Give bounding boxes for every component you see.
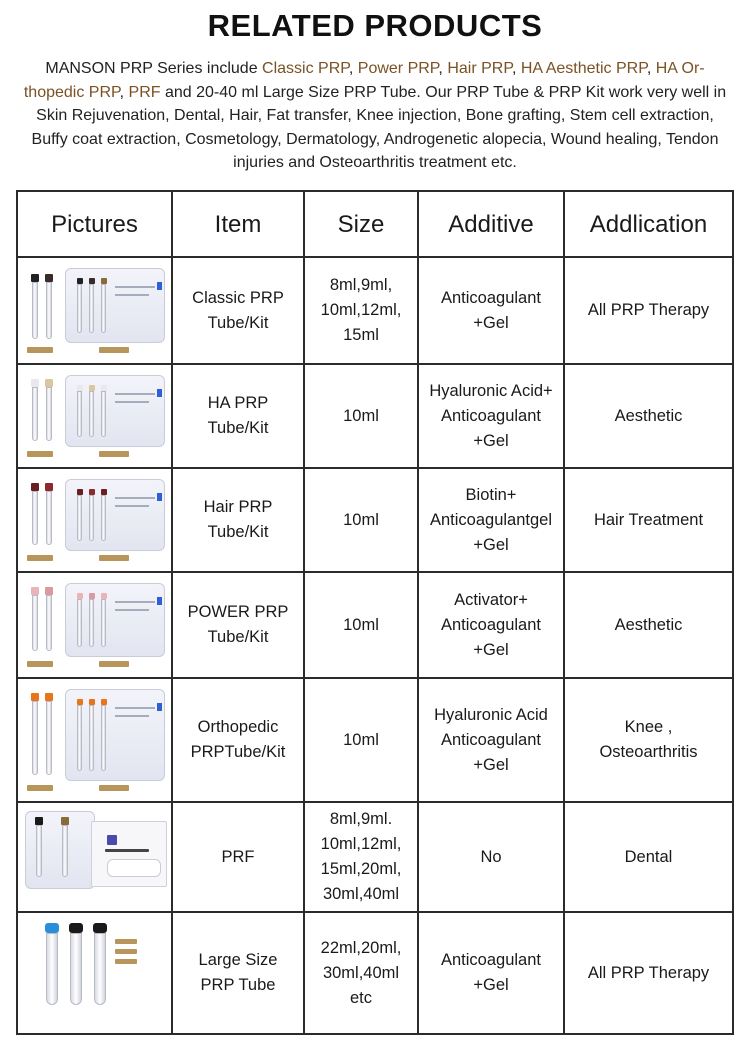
product-name-cell: [172, 912, 304, 1034]
sku-label-icon: [27, 661, 53, 667]
additive-cell: [418, 364, 564, 468]
size-cell-line: 10ml: [343, 615, 379, 634]
size-cell-line: 8ml,9ml,: [329, 276, 393, 294]
application-cell: [564, 678, 733, 802]
orthopedic-prp-kit-image: [21, 683, 168, 797]
product-name-cell-line: HA PRP: [207, 394, 269, 412]
size-cell-line: 10ml: [343, 406, 379, 425]
needle-cap-icon: [157, 282, 162, 290]
tube-icon: [46, 282, 52, 339]
tube-cap-icon: [69, 923, 83, 933]
additive-cell-line: Anticoagulant: [441, 615, 541, 634]
sku-label-icon: [115, 959, 137, 964]
tray-tube-icon: [101, 391, 106, 437]
intro-text: MANSON PRP Series include: [45, 60, 263, 77]
tube-cap-icon: [45, 923, 59, 933]
tray-tube-icon: [89, 599, 94, 647]
syringe-icon: [115, 609, 149, 611]
tray-tube-icon: [77, 391, 82, 437]
product-name-cell-line: PRP Tube: [200, 976, 276, 994]
additive-cell: [418, 257, 564, 364]
size-cell: [304, 257, 418, 364]
product-name-cell-line: Classic PRP: [192, 288, 284, 307]
additive-cell-line: Anticoagulant: [441, 288, 541, 307]
tube-icon: [62, 825, 68, 877]
additive-cell: [418, 468, 564, 572]
size-cell-line: etc: [349, 988, 372, 1007]
intro-separator: ,: [511, 60, 521, 77]
tube-icon: [36, 825, 42, 877]
needle-cap-icon: [157, 493, 162, 501]
sku-label-icon: [115, 939, 137, 944]
table-row: [17, 802, 733, 912]
intro-separator: ,: [438, 60, 448, 77]
additive-cell-line: +Gel: [473, 313, 509, 332]
product-name-cell: [172, 257, 304, 364]
tube-cap-icon: [45, 693, 53, 701]
tube-cap-icon: [93, 923, 107, 933]
size-cell-line: 8ml,9ml.: [329, 810, 393, 828]
table-row: [17, 678, 733, 802]
picture-cell: [17, 802, 172, 912]
tube-cap-icon: [31, 274, 39, 282]
table-row: [17, 912, 733, 1034]
product-name-cell-line: PRPTube/Kit: [190, 743, 286, 761]
sku-label-icon: [27, 347, 53, 353]
picture-cell: [17, 468, 172, 572]
tube-cap-icon: [45, 274, 53, 282]
large-tube-icon: [94, 933, 106, 1005]
tube-icon: [46, 491, 52, 545]
tube-cap-icon: [31, 483, 39, 491]
product-name-cell-line: Orthopedic: [197, 718, 279, 736]
size-cell-line: 10ml,12ml,: [320, 835, 402, 853]
product-name-cell-line: PRF: [221, 847, 255, 866]
box-window-icon: [107, 859, 161, 877]
additive-cell: [418, 678, 564, 802]
sku-label-icon: [99, 661, 129, 667]
table-row: [17, 468, 733, 572]
size-cell: [304, 364, 418, 468]
tube-cap-icon: [61, 817, 69, 825]
product-name-cell-line: POWER PRP: [187, 603, 289, 621]
application-cell-line: Osteoarthritis: [599, 743, 698, 761]
syringe-icon: [115, 497, 155, 499]
tray-tube-icon: [89, 391, 94, 437]
syringe-icon: [115, 505, 149, 507]
syringe-icon: [115, 601, 155, 603]
tube-cap-icon: [35, 817, 43, 825]
syringe-icon: [115, 401, 149, 403]
tube-cap-icon: [45, 483, 53, 491]
additive-cell-line: +Gel: [473, 640, 509, 659]
sku-label-icon: [99, 451, 129, 457]
additive-cell-line: +Gel: [473, 431, 509, 450]
size-cell: [304, 912, 418, 1034]
additive-cell-line: +Gel: [473, 755, 509, 774]
page-title: RELATED PRODUCTS: [207, 8, 543, 43]
product-name-cell-line: Tube/Kit: [207, 628, 269, 646]
tube-icon: [46, 595, 52, 651]
product-name-cell-line: Large Size: [198, 951, 278, 969]
application-cell: [564, 912, 733, 1034]
intro-separator: ,: [348, 60, 358, 77]
application-cell-line: All PRP Therapy: [587, 963, 710, 982]
table-row: [17, 364, 733, 468]
header-size: Size: [304, 191, 418, 257]
application-cell-line: All PRP Therapy: [587, 301, 710, 319]
additive-cell-line: Anticoagulant: [441, 406, 541, 425]
large-size-prp-tube-image: [21, 917, 168, 1029]
sku-label-icon: [99, 785, 129, 791]
tray-tube-icon: [101, 705, 106, 771]
product-name-cell-line: Tube/Kit: [207, 419, 269, 437]
size-cell-line: 22ml,20ml,: [320, 938, 402, 957]
syringe-icon: [115, 393, 155, 395]
sku-label-icon: [27, 555, 53, 561]
tube-cap-icon: [31, 693, 39, 701]
box-logo-icon: [107, 835, 117, 845]
size-cell-line: 10ml: [343, 510, 379, 529]
product-name-cell: [172, 802, 304, 912]
product-name-cell-line: Tube/Kit: [207, 523, 269, 541]
large-tube-icon: [46, 933, 58, 1005]
picture-cell: [17, 678, 172, 802]
tube-icon: [32, 282, 38, 339]
intro-highlight-ha-orthopedic-prp: HA Or-thopedic PRP: [23, 60, 705, 101]
additive-cell: [418, 912, 564, 1034]
tube-icon: [32, 491, 38, 545]
picture-cell: [17, 572, 172, 678]
additive-cell-line: Activator+: [454, 590, 528, 609]
classic-prp-kit-image: [21, 262, 168, 359]
picture-cell: [17, 364, 172, 468]
size-cell: [304, 802, 418, 912]
size-cell: [304, 678, 418, 802]
size-cell-line: 15ml,20ml,: [320, 860, 402, 878]
picture-cell: [17, 257, 172, 364]
product-box-icon: [91, 821, 167, 887]
intro-paragraph: [20, 57, 730, 175]
products-table: [16, 190, 734, 1035]
additive-cell-line: Anticoagulantgel: [429, 510, 552, 529]
additive-cell-line: Hyaluronic Acid+: [429, 381, 553, 400]
application-cell-line: Aesthetic: [614, 406, 683, 425]
header-application: Addlication: [564, 191, 733, 257]
table-row: [17, 257, 733, 364]
syringe-icon: [115, 286, 155, 288]
size-cell: [304, 468, 418, 572]
header-additive: Additive: [418, 191, 564, 257]
size-cell-line: 30ml,40ml: [322, 885, 400, 903]
additive-cell-line: Anticoagulant: [441, 951, 541, 969]
tray-tube-icon: [77, 284, 82, 333]
needle-cap-icon: [157, 703, 162, 711]
intro-highlight-power-prp: Power PRP: [357, 60, 439, 77]
size-cell-line: 10ml,12ml,: [320, 301, 402, 319]
tray-tube-icon: [77, 495, 82, 541]
product-name-cell: [172, 678, 304, 802]
tube-cap-icon: [31, 379, 39, 387]
tube-cap-icon: [31, 587, 39, 595]
intro-text-tail: and 20-40 ml Large Size PRP Tube. Our PRP Tube & PRP Kit work very well in Skin Rejuvenation, Dental, Hair, Fat transfer, Knee injection, Bone grafting, Stem cell extraction, Buffy coat extraction, Cosmetology, Dermatology, Androgenetic alopecia, Wound healing, Tendon injuries and Osteoarthritis treatment etc.: [31, 83, 727, 171]
additive-cell: [418, 802, 564, 912]
application-cell-line: Aesthetic: [614, 615, 683, 634]
syringe-icon: [115, 294, 149, 296]
tube-icon: [46, 701, 52, 775]
intro-highlight-hair-prp: Hair PRP: [447, 60, 512, 77]
product-name-cell: [172, 572, 304, 678]
tray-tube-icon: [101, 495, 106, 541]
intro-highlight-prf: PRF: [128, 83, 161, 101]
additive-cell-line: Anticoagulant: [441, 730, 541, 749]
tray-tube-icon: [77, 599, 82, 647]
size-cell: [304, 572, 418, 678]
tube-icon: [32, 595, 38, 651]
needle-cap-icon: [157, 597, 162, 605]
tray-tube-icon: [101, 284, 106, 333]
syringe-icon: [115, 715, 149, 717]
intro-separator: ,: [646, 60, 656, 77]
box-label-icon: [105, 849, 149, 852]
product-name-cell: [172, 468, 304, 572]
application-cell: [564, 802, 733, 912]
application-cell-line: Knee ,: [624, 718, 673, 736]
power-prp-kit-image: [21, 577, 168, 673]
intro-highlight-classic-prp: Classic PRP: [262, 60, 349, 77]
sku-label-icon: [115, 949, 137, 954]
header-item: Item: [172, 191, 304, 257]
tube-icon: [32, 701, 38, 775]
tube-cap-icon: [45, 379, 53, 387]
table-row: [17, 572, 733, 678]
header-pictures: Pictures: [17, 191, 172, 257]
application-cell: [564, 364, 733, 468]
sku-label-icon: [99, 555, 129, 561]
intro-highlight-ha-aesthetic-prp: HA Aesthetic PRP: [520, 60, 647, 77]
large-tube-icon: [70, 933, 82, 1005]
product-name-cell-line: Hair PRP: [203, 498, 273, 516]
size-cell-line: 10ml: [343, 730, 379, 749]
table-header-row: [17, 191, 733, 257]
application-cell-line: Hair Treatment: [593, 510, 704, 529]
sku-label-icon: [27, 451, 53, 457]
tray-tube-icon: [89, 705, 94, 771]
tray-tube-icon: [89, 495, 94, 541]
application-cell: [564, 572, 733, 678]
product-name-cell: [172, 364, 304, 468]
prf-tube-box-image: [21, 807, 168, 907]
size-cell-line: 15ml: [343, 326, 379, 344]
syringe-icon: [115, 707, 155, 709]
application-cell-line: Dental: [624, 847, 673, 866]
ha-prp-kit-image: [21, 369, 168, 463]
tube-icon: [46, 387, 52, 441]
application-cell: [564, 468, 733, 572]
tray-tube-icon: [89, 284, 94, 333]
additive-cell-line: Biotin+: [465, 485, 517, 504]
tray-tube-icon: [101, 599, 106, 647]
tray-tube-icon: [77, 705, 82, 771]
intro-separator: ,: [119, 83, 129, 101]
additive-cell-line: +Gel: [473, 535, 509, 554]
additive-cell-line: No: [480, 847, 502, 866]
sku-label-icon: [99, 347, 129, 353]
application-cell: [564, 257, 733, 364]
tube-cap-icon: [45, 587, 53, 595]
picture-cell: [17, 912, 172, 1034]
additive-cell: [418, 572, 564, 678]
sku-label-icon: [27, 785, 53, 791]
tube-icon: [32, 387, 38, 441]
product-name-cell-line: Tube/Kit: [207, 313, 269, 332]
additive-cell-line: Hyaluronic Acid: [434, 705, 548, 724]
size-cell-line: 30ml,40ml: [322, 963, 400, 982]
hair-prp-kit-image: [21, 473, 168, 567]
needle-cap-icon: [157, 389, 162, 397]
additive-cell-line: +Gel: [473, 976, 509, 994]
